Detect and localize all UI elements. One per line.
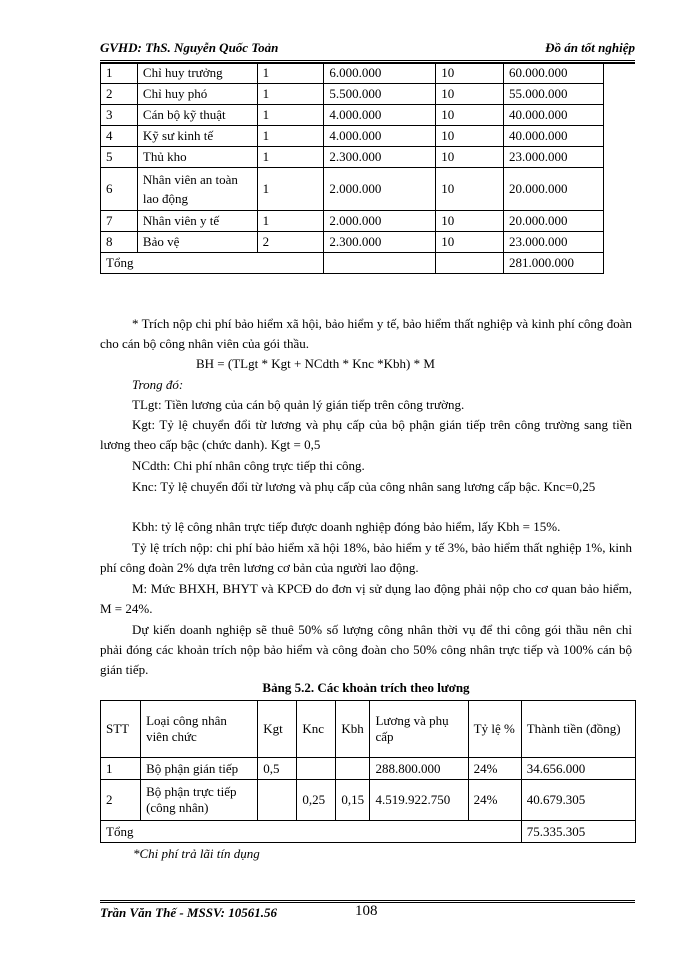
- cell: Thủ kho: [137, 147, 257, 168]
- cell: Cán bộ kỹ thuật: [137, 105, 257, 126]
- paragraph: Kbh: tỷ lệ công nhân trực tiếp được doanh nghiệp đóng bảo hiểm, lấy Kbh = 15%.: [132, 519, 561, 534]
- page-header: [100, 40, 635, 58]
- cell: Nhân viên y tế: [137, 211, 257, 232]
- cell: 40.000.000: [504, 105, 604, 126]
- header-cell: Thành tiền (đồng): [521, 701, 635, 758]
- total-label: Tổng: [101, 253, 258, 274]
- cell: 8: [101, 232, 138, 253]
- cell: 1: [257, 126, 324, 147]
- cell: 1: [257, 168, 324, 211]
- header-rule: [100, 60, 635, 61]
- cell: Kỹ sư kinh tế: [137, 126, 257, 147]
- cell: 0,25: [297, 780, 336, 821]
- table-row: [101, 211, 604, 232]
- header-cell: Kbh: [336, 701, 370, 758]
- cell: 24%: [468, 780, 521, 821]
- paragraph: Kgt: Tỷ lệ chuyển đổi từ lương và phụ cấp của bộ phận gián tiếp trên công trường sang tiền lương theo cấp bậc (chức danh). Kgt = 0,5: [100, 417, 632, 452]
- total-row: [101, 253, 604, 274]
- cell: Bộ phận trực tiếp (công nhân): [141, 780, 258, 821]
- cell: 5: [101, 147, 138, 168]
- paragraph-label: Trong đó:: [132, 377, 184, 392]
- cell: 7: [101, 211, 138, 232]
- cell: Bảo vệ: [137, 232, 257, 253]
- cell: [258, 780, 297, 821]
- cell: 4.000.000: [324, 126, 436, 147]
- table-row: [101, 780, 636, 821]
- cell: 1: [101, 63, 138, 84]
- cell: 2.300.000: [324, 232, 436, 253]
- cell: 4.519.922.750: [370, 780, 468, 821]
- header-cell: Tỷ lệ %: [468, 701, 521, 758]
- header-cell: STT: [101, 701, 141, 758]
- cell: 0,5: [258, 758, 297, 780]
- cell: 1: [257, 63, 324, 84]
- paragraph: Tỷ lệ trích nộp: chi phí bảo hiểm xã hội 18%, bảo hiểm y tế 3%, bảo hiểm thất nghiệp 1%, kinh phí công đoàn 2% dựa trên lương cơ bản của người lao động.: [100, 540, 632, 575]
- cell: Bộ phận gián tiếp: [141, 758, 258, 780]
- cell: 4.000.000: [324, 105, 436, 126]
- total-row: [101, 821, 636, 843]
- cell: 2.000.000: [324, 211, 436, 232]
- table-row: [101, 105, 604, 126]
- cell: 20.000.000: [504, 168, 604, 211]
- header-supervisor: GVHD: ThS. Nguyễn Quốc Toản: [100, 40, 279, 55]
- cell: 10: [436, 168, 504, 211]
- footer-rule: [100, 900, 635, 901]
- cell: 10: [436, 84, 504, 105]
- cell: 23.000.000: [504, 232, 604, 253]
- cell: 5.500.000: [324, 84, 436, 105]
- total-label: Tổng: [101, 821, 522, 843]
- cell: Nhân viên an toàn lao động: [137, 168, 257, 211]
- cell: 6.000.000: [324, 63, 436, 84]
- paragraph: * Trích nộp chi phí bảo hiểm xã hội, bảo hiểm y tế, bảo hiểm thất nghiệp và kinh phí công đoàn cho cán bộ công nhân viên của gói thầu.: [100, 316, 632, 351]
- cell: 288.800.000: [370, 758, 468, 780]
- cell: 1: [101, 758, 141, 780]
- cell: [297, 758, 336, 780]
- table-row: [101, 168, 604, 211]
- footer-author: Trần Văn Thế - MSSV: 10561.56: [100, 905, 277, 920]
- deductions-table: [100, 700, 636, 843]
- table-caption: Bảng 5.2. Các khoản trích theo lương: [262, 680, 470, 695]
- cell: 2: [101, 84, 138, 105]
- cell: 10: [436, 105, 504, 126]
- cell: 40.679.305: [521, 780, 635, 821]
- table-row: [101, 126, 604, 147]
- cell: Chỉ huy phó: [137, 84, 257, 105]
- cell: 60.000.000: [504, 63, 604, 84]
- cell: 55.000.000: [504, 84, 604, 105]
- staff-salary-table: [100, 62, 604, 274]
- total-value: 75.335.305: [521, 821, 635, 843]
- cell: 34.656.000: [521, 758, 635, 780]
- cell: 2.300.000: [324, 147, 436, 168]
- header-title: Đồ án tốt nghiệp: [545, 40, 635, 55]
- cell: 40.000.000: [504, 126, 604, 147]
- header-cell: Kgt: [258, 701, 297, 758]
- header-cell: Lương và phụ cấp: [370, 701, 468, 758]
- cell: 0,15: [336, 780, 370, 821]
- cell-empty: [436, 253, 504, 274]
- cell: 1: [257, 84, 324, 105]
- paragraph: M: Mức BHXH, BHYT và KPCĐ do đơn vị sử dụng lao động phải nộp cho cơ quan bảo hiểm, M = 24%.: [100, 581, 632, 616]
- section-note: *Chi phí trả lãi tín dụng: [133, 846, 260, 861]
- cell: 20.000.000: [504, 211, 604, 232]
- cell: 1: [257, 105, 324, 126]
- paragraph: NCdth: Chi phí nhân công trực tiếp thi công.: [132, 458, 365, 473]
- cell-empty: [324, 253, 436, 274]
- paragraph: Dự kiến doanh nghiệp sẽ thuê 50% số lượng công nhân thời vụ để thi công gói thầu nên chỉ phải đóng các khoản trích nộp bảo hiểm và công đoàn cho 50% công nhân trực tiếp và 100% cán bộ gián tiếp.: [100, 622, 632, 677]
- cell: [336, 758, 370, 780]
- cell: 2: [101, 780, 141, 821]
- cell: 1: [257, 211, 324, 232]
- header-cell: Loại công nhân viên chức: [141, 701, 258, 758]
- table-row: [101, 84, 604, 105]
- cell: Chỉ huy trưởng: [137, 63, 257, 84]
- cell: 10: [436, 147, 504, 168]
- header-cell: Knc: [297, 701, 336, 758]
- cell: 24%: [468, 758, 521, 780]
- cell: 4: [101, 126, 138, 147]
- table-row: [101, 232, 604, 253]
- table-header-row: [101, 701, 636, 758]
- paragraph: TLgt: Tiền lương của cán bộ quản lý gián tiếp trên công trường.: [132, 397, 465, 412]
- table-row: [101, 147, 604, 168]
- cell: 2: [257, 232, 324, 253]
- page-number: 108: [355, 903, 378, 919]
- cell: 10: [436, 211, 504, 232]
- total-value: 281.000.000: [504, 253, 604, 274]
- cell: 1: [257, 147, 324, 168]
- cell: 10: [436, 232, 504, 253]
- table-row: [101, 758, 636, 780]
- cell: 10: [436, 126, 504, 147]
- cell: 2.000.000: [324, 168, 436, 211]
- cell-empty: [257, 253, 324, 274]
- cell: 10: [436, 63, 504, 84]
- cell: 6: [101, 168, 138, 211]
- cell: 3: [101, 105, 138, 126]
- paragraph: Knc: Tỷ lệ chuyển đổi từ lương và phụ cấp của công nhân sang lương cấp bậc. Knc=0,25: [132, 479, 596, 494]
- cell: 23.000.000: [504, 147, 604, 168]
- table-row: [101, 63, 604, 84]
- formula: BH = (TLgt * Kgt + NCdth * Knc *Kbh) * M: [196, 356, 435, 371]
